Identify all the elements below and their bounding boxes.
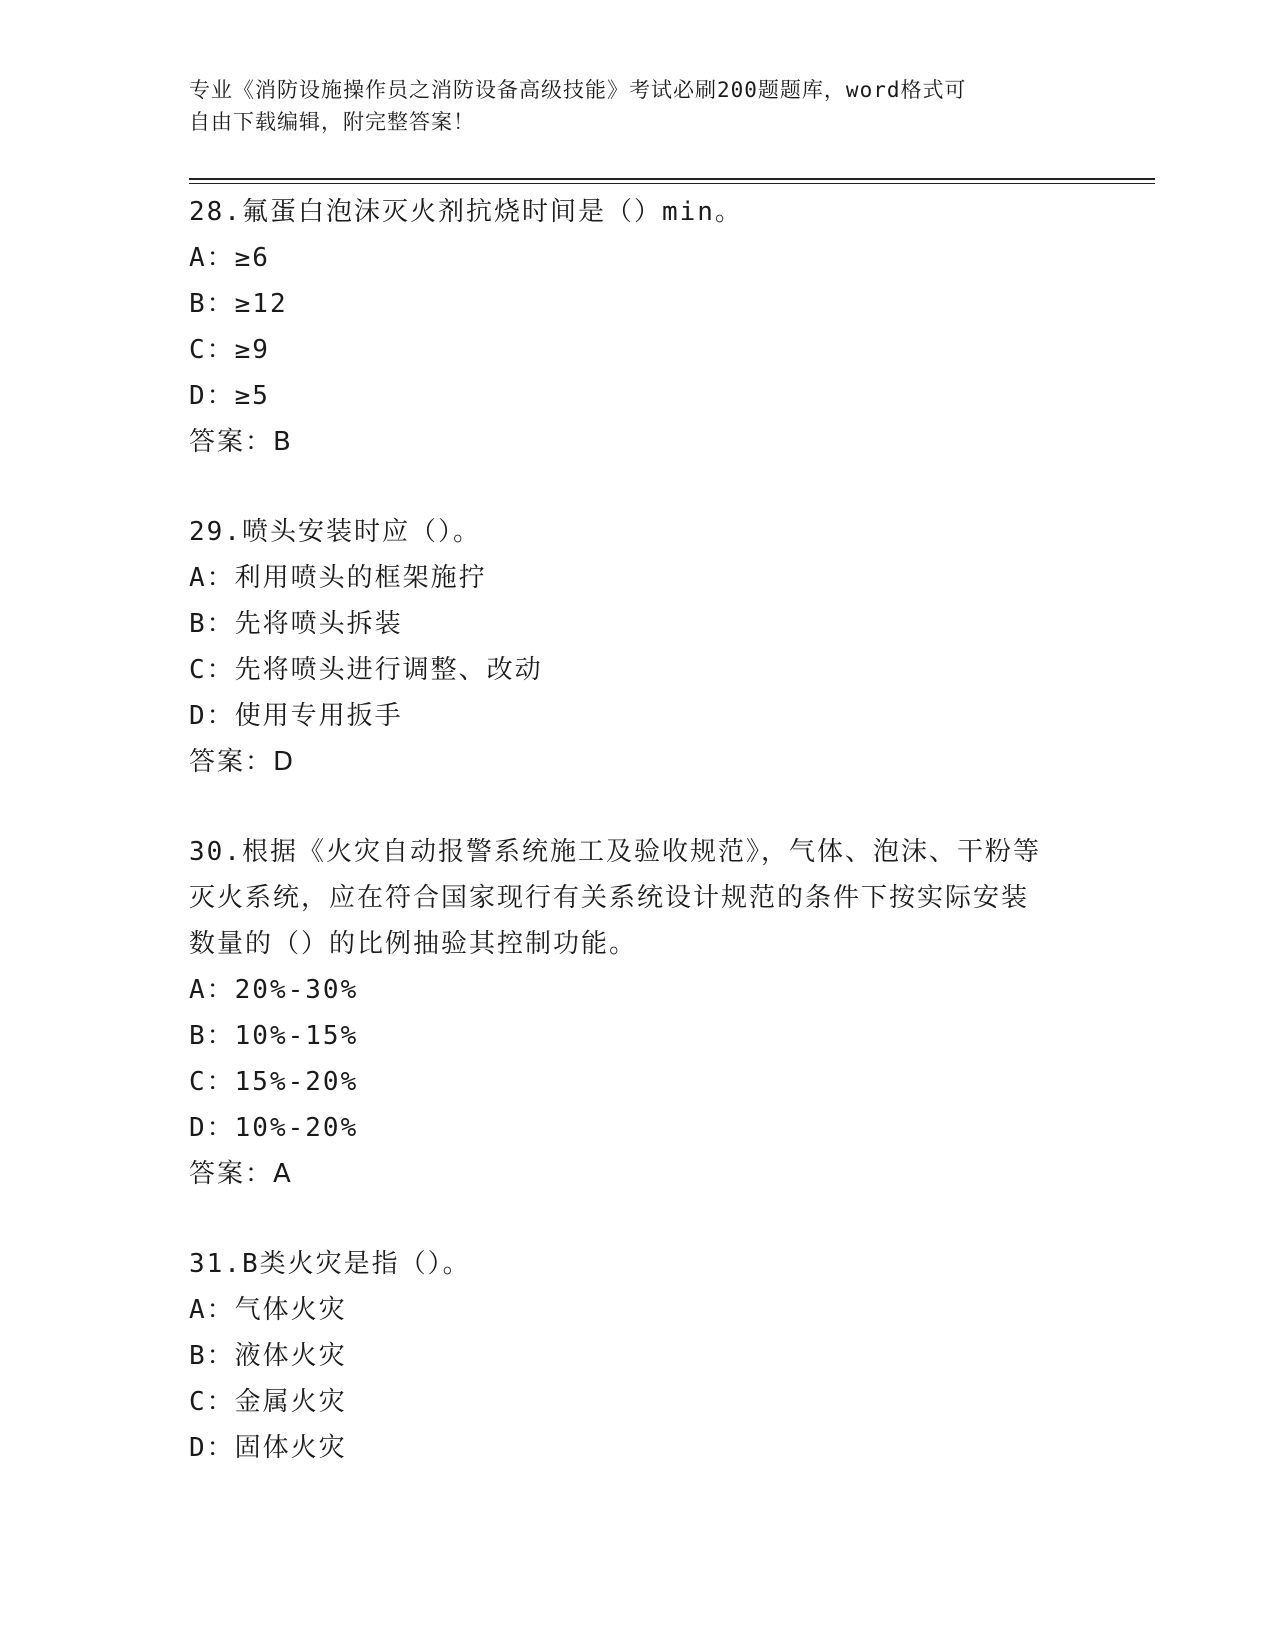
question-29 [189, 509, 1089, 785]
answer-text: 答案：D [189, 747, 296, 777]
question-list [189, 189, 1089, 1515]
option-b: B：液体火灾 [189, 1341, 347, 1371]
question-28 [189, 189, 1089, 465]
question-stem: 31.B类火灾是指（）。 [189, 1249, 471, 1279]
option-a: A：20%-30% [189, 975, 359, 1005]
option-c: C：金属火灾 [189, 1387, 347, 1417]
option-c: C：≥9 [189, 335, 270, 365]
option-a: A：利用喷头的框架施拧 [189, 563, 487, 593]
option-d: D：10%-20% [189, 1113, 359, 1143]
question-stem-line-3: 数量的（）的比例抽验其控制功能。 [189, 929, 638, 959]
question-stem-line-2: 灭火系统，应在符合国家现行有关系统设计规范的条件下按实际安装 [189, 883, 1030, 913]
question-30 [189, 829, 1089, 1197]
question-31 [189, 1241, 1089, 1471]
option-a: A：气体火灾 [189, 1295, 347, 1325]
option-a: A：≥6 [189, 243, 270, 273]
option-d: D：≥5 [189, 381, 270, 411]
option-b: B：先将喷头拆装 [189, 609, 403, 639]
header-divider-thick [189, 178, 1155, 180]
option-c: C：15%-20% [189, 1067, 359, 1097]
answer-text: 答案：A [189, 1159, 293, 1189]
option-d: D：固体火灾 [189, 1433, 347, 1463]
header-line-1: 专业《消防设施操作员之消防设备高级技能》考试必刷200题题库，word格式可 [189, 78, 967, 102]
document-header [189, 74, 1069, 138]
header-divider-thin [189, 183, 1155, 184]
question-stem: 28.氟蛋白泡沫灭火剂抗烧时间是（）min。 [189, 197, 743, 227]
question-stem: 29.喷头安装时应（）。 [189, 517, 481, 547]
option-d: D：使用专用扳手 [189, 701, 403, 731]
question-stem-line-1: 30.根据《火灾自动报警系统施工及验收规范》，气体、泡沫、干粉等 [189, 837, 1041, 867]
option-b: B：10%-15% [189, 1021, 359, 1051]
answer-text: 答案：B [189, 427, 293, 457]
option-b: B：≥12 [189, 289, 288, 319]
option-c: C：先将喷头进行调整、改动 [189, 655, 543, 685]
header-line-2: 自由下载编辑，附完整答案！ [189, 110, 475, 134]
